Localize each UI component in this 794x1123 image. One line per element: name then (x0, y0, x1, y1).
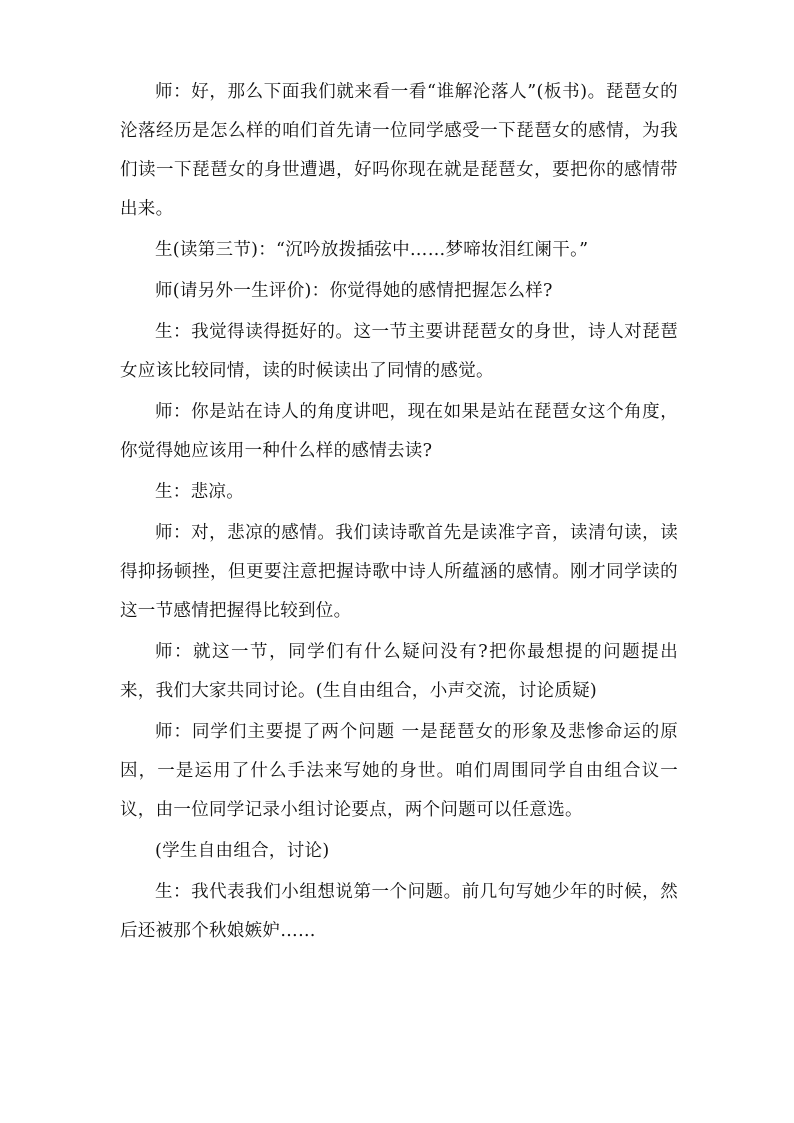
paragraph-teacher-questions: 师：就这一节，同学们有什么疑问没有?把你最想提的问题提出来，我们大家共同讨论。(生自由组合，小声交流，讨论质疑) (120, 642, 678, 701)
paragraph-group-discussion: (学生自由组合，讨论) (155, 841, 330, 861)
paragraph-teacher-two-questions: 师：同学们主要提了两个问题 一是琵琶女的形象及悲惨命运的原因，一是运用了什么手法来写她的身世。咱们周围同学自由组合议一议，由一位同学记录小组讨论要点，两个问题可以任意选。 (120, 722, 678, 820)
paragraph-teacher-summary: 师：对，悲凉的感情。我们读诗歌首先是读准字音，读清句读，读得抑扬顿挫，但更要注意把握诗歌中诗人所蕴涵的感情。刚才同学读的这一节感情把握得比较到位。 (120, 523, 678, 621)
paragraph-teacher-intro: 师：好，那么下面我们就来看一看“谁解沦落人”(板书)。琵琶女的沦落经历是怎么样的咱们首先请一位同学感受一下琵琶女的感情，为我们读一下琵琶女的身世遭遇，好吗你现在就是琵琶女，要把你的感情带出来。 (120, 82, 678, 219)
paragraph-student-reading: 生(读第三节)：“沉吟放拨插弦中……梦啼妆泪红阑干。” (155, 240, 589, 260)
paragraph-student-evaluation: 生：我觉得读得挺好的。这一节主要讲琵琶女的身世，诗人对琵琶女应该比较同情，读的时候读出了同情的感觉。 (120, 322, 678, 381)
document-body (120, 73, 678, 953)
paragraph-student-group-report: 生：我代表我们小组想说第一个问题。前几句写她少年的时候，然后还被那个秋娘嫉妒…… (120, 882, 678, 941)
paragraph-teacher-perspective: 师：你是站在诗人的角度讲吧，现在如果是站在琵琶女这个角度，你觉得她应该用一种什么样的感情去读? (120, 402, 678, 461)
paragraph-student-answer: 生：悲凉。 (155, 482, 244, 502)
paragraph-teacher-ask-evaluation: 师(请另外一生评价)：你觉得她的感情把握怎么样? (155, 281, 553, 301)
